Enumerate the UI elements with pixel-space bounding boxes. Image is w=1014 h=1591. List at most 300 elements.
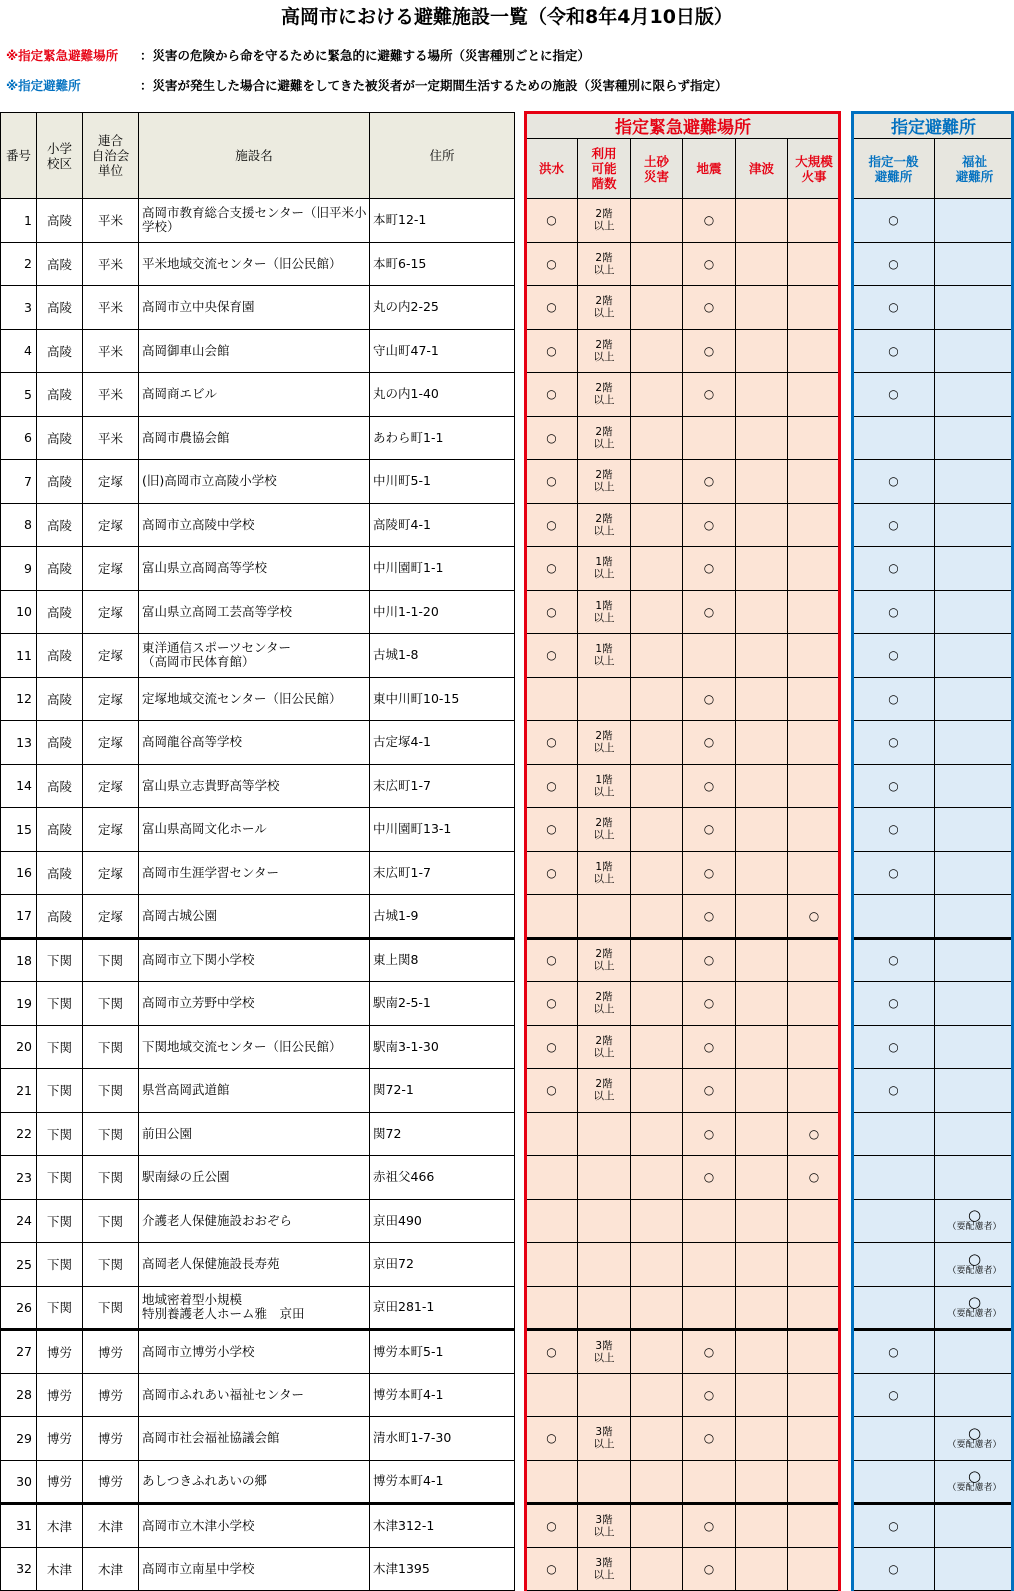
welfare-note: （要配慮者）	[947, 1439, 1002, 1450]
welfare-note: （要配慮者）	[947, 1308, 1002, 1319]
cell-floors	[578, 721, 631, 765]
cell-general: ○	[853, 634, 935, 678]
cell-address: 木津312-1	[370, 1504, 515, 1548]
cell-flood: ○	[526, 373, 578, 417]
table-row	[526, 677, 841, 721]
cell-association: 平米	[83, 286, 139, 330]
table-row	[526, 373, 841, 417]
table-row	[1, 460, 515, 504]
cell-school: 下関	[37, 1243, 83, 1287]
cell-school: 高陵	[37, 895, 83, 939]
cell-flood: ○	[526, 721, 578, 765]
cell-association: 定塚	[83, 590, 139, 634]
cell-no: 5	[1, 373, 37, 417]
cell-school: 高陵	[37, 808, 83, 852]
table-row	[853, 286, 1014, 330]
cell-welfare	[935, 460, 1014, 504]
cell-landslide	[631, 329, 683, 373]
cell-floors	[578, 1286, 631, 1330]
table-row	[1, 1373, 515, 1417]
table-row	[1, 547, 515, 591]
cell-general: ○	[853, 286, 935, 330]
cell-earthquake: ○	[683, 1069, 736, 1113]
cell-welfare	[935, 1156, 1014, 1200]
cell-no: 27	[1, 1330, 37, 1374]
cell-school: 博労	[37, 1417, 83, 1461]
cell-welfare	[935, 590, 1014, 634]
cell-fire	[788, 590, 841, 634]
welfare-note: （要配慮者）	[947, 1482, 1002, 1493]
cell-fire	[788, 982, 841, 1026]
table-row	[1, 1286, 515, 1330]
cell-fire	[788, 460, 841, 504]
floors-text: 2階 以上	[593, 338, 615, 363]
table-row	[1, 1025, 515, 1069]
cell-general: ○	[853, 503, 935, 547]
definition-shelter	[6, 76, 728, 94]
cell-landslide	[631, 416, 683, 460]
cell-school: 下関	[37, 982, 83, 1026]
welfare-mark: ○	[967, 1423, 982, 1442]
cell-earthquake: ○	[683, 242, 736, 286]
cell-facility: 高岡商エビル	[139, 373, 370, 417]
cell-landslide	[631, 1417, 683, 1461]
table-row	[853, 1547, 1014, 1591]
cell-address: 守山町47-1	[370, 329, 515, 373]
table-row	[853, 1199, 1014, 1243]
cell-fire	[788, 1286, 841, 1330]
cell-earthquake: ○	[683, 1504, 736, 1548]
cell-facility: 高岡市立中央保育園	[139, 286, 370, 330]
cell-flood: ○	[526, 503, 578, 547]
cell-tsunami	[736, 851, 788, 895]
cell-school: 高陵	[37, 503, 83, 547]
cell-general	[853, 1112, 935, 1156]
cell-general: ○	[853, 677, 935, 721]
cell-school: 下関	[37, 1025, 83, 1069]
cell-floors	[578, 1199, 631, 1243]
table-row	[1, 1112, 515, 1156]
cell-fire	[788, 1547, 841, 1591]
cell-floors	[578, 286, 631, 330]
cell-flood: ○	[526, 547, 578, 591]
floors-text: 2階 以上	[593, 251, 615, 276]
cell-fire	[788, 329, 841, 373]
cell-tsunami	[736, 1112, 788, 1156]
cell-facility: 平米地域交流センター（旧公民館）	[139, 242, 370, 286]
cell-no: 25	[1, 1243, 37, 1287]
cell-earthquake: ○	[683, 1330, 736, 1374]
table-row	[526, 416, 841, 460]
table-row	[853, 982, 1014, 1026]
table-row	[853, 851, 1014, 895]
table-row	[526, 503, 841, 547]
cell-school: 下関	[37, 1199, 83, 1243]
floors-text: 2階 以上	[593, 425, 615, 450]
cell-tsunami	[736, 286, 788, 330]
cell-no: 16	[1, 851, 37, 895]
table-row	[526, 1112, 841, 1156]
cell-fire	[788, 1504, 841, 1548]
cell-association: 平米	[83, 199, 139, 243]
header-earthquake: 地震	[683, 139, 736, 199]
cell-general: ○	[853, 1025, 935, 1069]
table-row	[526, 590, 841, 634]
table-row	[1, 1417, 515, 1461]
cell-flood	[526, 1199, 578, 1243]
cell-fire	[788, 242, 841, 286]
cell-association: 定塚	[83, 634, 139, 678]
cell-tsunami	[736, 460, 788, 504]
table-row	[1, 764, 515, 808]
header-facility: 施設名	[139, 113, 370, 199]
table-row	[526, 1460, 841, 1504]
cell-no: 28	[1, 1373, 37, 1417]
cell-no: 1	[1, 199, 37, 243]
cell-floors	[578, 1460, 631, 1504]
cell-general: ○	[853, 329, 935, 373]
cell-general	[853, 416, 935, 460]
cell-address: 本町6-15	[370, 242, 515, 286]
cell-tsunami	[736, 634, 788, 678]
table-row	[1, 895, 515, 939]
cell-flood: ○	[526, 1330, 578, 1374]
cell-general: ○	[853, 808, 935, 852]
cell-association: 定塚	[83, 808, 139, 852]
cell-floors	[578, 416, 631, 460]
table-row	[1, 242, 515, 286]
cell-welfare	[935, 677, 1014, 721]
table-row	[526, 938, 841, 982]
table-row	[526, 199, 841, 243]
cell-tsunami	[736, 416, 788, 460]
cell-school: 高陵	[37, 590, 83, 634]
cell-tsunami	[736, 329, 788, 373]
table-row	[1, 329, 515, 373]
table-row	[526, 1025, 841, 1069]
cell-association: 定塚	[83, 721, 139, 765]
cell-welfare	[935, 808, 1014, 852]
cell-facility: 下関地域交流センター（旧公民館）	[139, 1025, 370, 1069]
cell-fire	[788, 634, 841, 678]
table-row	[526, 1504, 841, 1548]
cell-fire	[788, 1069, 841, 1113]
floors-text: 1階 以上	[593, 599, 615, 624]
cell-address: 丸の内1-40	[370, 373, 515, 417]
header-school: 小学 校区	[37, 113, 83, 199]
table-row	[853, 1504, 1014, 1548]
cell-landslide	[631, 1069, 683, 1113]
cell-landslide	[631, 764, 683, 808]
cell-address: 京田72	[370, 1243, 515, 1287]
cell-earthquake: ○	[683, 503, 736, 547]
cell-general	[853, 895, 935, 939]
cell-facility: 高岡市生涯学習センター	[139, 851, 370, 895]
floors-text: 2階 以上	[593, 512, 615, 537]
cell-address: 博労本町4-1	[370, 1460, 515, 1504]
cell-floors	[578, 851, 631, 895]
table-row	[853, 199, 1014, 243]
cell-no: 4	[1, 329, 37, 373]
header-general: 指定一般 避難所	[853, 139, 935, 199]
table-row	[526, 286, 841, 330]
cell-facility: 地域密着型小規模 特別養護老人ホーム雅 京田	[139, 1286, 370, 1330]
table-row	[526, 764, 841, 808]
cell-address: 中川園町1-1	[370, 547, 515, 591]
cell-earthquake	[683, 1286, 736, 1330]
cell-facility: 高岡御車山会館	[139, 329, 370, 373]
cell-tsunami	[736, 721, 788, 765]
cell-tsunami	[736, 1330, 788, 1374]
table-row	[853, 677, 1014, 721]
cell-floors	[578, 460, 631, 504]
floors-text: 2階 以上	[593, 469, 615, 494]
cell-association: 平米	[83, 373, 139, 417]
cell-school: 高陵	[37, 721, 83, 765]
table-row	[1, 286, 515, 330]
cell-flood: ○	[526, 1504, 578, 1548]
page-title: 高岡市における避難施設一覧（令和8年4月10日版）	[281, 6, 733, 28]
cell-earthquake: ○	[683, 982, 736, 1026]
cell-flood: ○	[526, 416, 578, 460]
cell-floors	[578, 590, 631, 634]
cell-landslide	[631, 1330, 683, 1374]
cell-flood	[526, 1156, 578, 1200]
cell-address: 関72	[370, 1112, 515, 1156]
cell-earthquake	[683, 416, 736, 460]
cell-facility: 高岡市立下関小学校	[139, 938, 370, 982]
definition-desc: ：災害の危険から命を守るために緊急的に避難する場所（災害種別ごとに指定）	[140, 48, 591, 63]
cell-facility: 高岡市教育総合支援センター（旧平米小学校）	[139, 199, 370, 243]
cell-tsunami	[736, 1243, 788, 1287]
table-row	[1, 1547, 515, 1591]
welfare-note: （要配慮者）	[947, 1265, 1002, 1276]
cell-flood: ○	[526, 590, 578, 634]
cell-tsunami	[736, 1373, 788, 1417]
cell-landslide	[631, 503, 683, 547]
cell-facility: 高岡市立木津小学校	[139, 1504, 370, 1548]
cell-facility: 県営高岡武道館	[139, 1069, 370, 1113]
table-row	[1, 1243, 515, 1287]
cell-landslide	[631, 1156, 683, 1200]
cell-association: 下関	[83, 938, 139, 982]
cell-fire	[788, 199, 841, 243]
cell-no: 6	[1, 416, 37, 460]
cell-general: ○	[853, 1373, 935, 1417]
cell-facility: 高岡市立南星中学校	[139, 1547, 370, 1591]
cell-flood: ○	[526, 286, 578, 330]
cell-flood	[526, 1373, 578, 1417]
table-row	[853, 1286, 1014, 1330]
cell-tsunami	[736, 982, 788, 1026]
cell-address: 古城1-8	[370, 634, 515, 678]
cell-floors	[578, 1025, 631, 1069]
welfare-note: （要配慮者）	[947, 1222, 1002, 1233]
cell-general: ○	[853, 460, 935, 504]
table-row	[1, 1504, 515, 1548]
floors-text: 3階 以上	[593, 1556, 615, 1581]
table-row	[526, 1417, 841, 1461]
cell-association: 博労	[83, 1417, 139, 1461]
cell-school: 下関	[37, 1286, 83, 1330]
cell-floors	[578, 764, 631, 808]
cell-school: 博労	[37, 1460, 83, 1504]
cell-tsunami	[736, 1069, 788, 1113]
cell-landslide	[631, 808, 683, 852]
cell-no: 9	[1, 547, 37, 591]
definition-desc: ：災害が発生した場合に避難をしてきた被災者が一定期間生活するための施設（災害種別に限らず指定）	[140, 78, 728, 93]
cell-association: 下関	[83, 1286, 139, 1330]
cell-association: 定塚	[83, 895, 139, 939]
cell-no: 30	[1, 1460, 37, 1504]
cell-landslide	[631, 199, 683, 243]
cell-welfare	[935, 1460, 1014, 1504]
cell-earthquake	[683, 1243, 736, 1287]
cell-welfare	[935, 373, 1014, 417]
cell-no: 32	[1, 1547, 37, 1591]
table-row	[1, 1330, 515, 1374]
floors-text: 2階 以上	[593, 208, 615, 233]
cell-association: 下関	[83, 1069, 139, 1113]
table-row	[526, 1156, 841, 1200]
cell-general: ○	[853, 199, 935, 243]
cell-tsunami	[736, 938, 788, 982]
cell-fire	[788, 1417, 841, 1461]
cell-address: 博労本町5-1	[370, 1330, 515, 1374]
cell-flood	[526, 1112, 578, 1156]
cell-no: 15	[1, 808, 37, 852]
cell-landslide	[631, 721, 683, 765]
cell-facility: 駅南緑の丘公園	[139, 1156, 370, 1200]
cell-general	[853, 1460, 935, 1504]
table-row	[853, 808, 1014, 852]
table-row	[526, 1547, 841, 1591]
cell-general: ○	[853, 1069, 935, 1113]
cell-flood: ○	[526, 808, 578, 852]
table-row	[526, 242, 841, 286]
table-row	[526, 460, 841, 504]
cell-school: 高陵	[37, 199, 83, 243]
cell-earthquake: ○	[683, 721, 736, 765]
cell-flood: ○	[526, 851, 578, 895]
cell-landslide	[631, 938, 683, 982]
cell-welfare	[935, 1069, 1014, 1113]
cell-welfare	[935, 1417, 1014, 1461]
table-row	[853, 1330, 1014, 1374]
table-row	[1, 416, 515, 460]
cell-association: 平米	[83, 242, 139, 286]
cell-association: 下関	[83, 1025, 139, 1069]
cell-earthquake	[683, 1199, 736, 1243]
cell-tsunami	[736, 895, 788, 939]
cell-address: 高陵町4-1	[370, 503, 515, 547]
cell-floors	[578, 503, 631, 547]
cell-association: 博労	[83, 1373, 139, 1417]
cell-fire	[788, 808, 841, 852]
cell-floors	[578, 199, 631, 243]
cell-floors	[578, 1069, 631, 1113]
cell-tsunami	[736, 1504, 788, 1548]
cell-fire	[788, 373, 841, 417]
cell-earthquake: ○	[683, 1417, 736, 1461]
cell-address: 東中川町10-15	[370, 677, 515, 721]
cell-floors	[578, 373, 631, 417]
cell-welfare	[935, 634, 1014, 678]
cell-fire: ○	[788, 895, 841, 939]
cell-facility: 定塚地域交流センター（旧公民館）	[139, 677, 370, 721]
table-row	[1, 1069, 515, 1113]
cell-fire: ○	[788, 1112, 841, 1156]
cell-welfare	[935, 764, 1014, 808]
definition-term: ※指定緊急避難場所	[6, 48, 119, 63]
cell-landslide	[631, 1547, 683, 1591]
cell-flood: ○	[526, 242, 578, 286]
cell-landslide	[631, 1460, 683, 1504]
cell-earthquake: ○	[683, 199, 736, 243]
cell-school: 木津	[37, 1504, 83, 1548]
cell-welfare	[935, 1112, 1014, 1156]
cell-flood	[526, 1286, 578, 1330]
cell-tsunami	[736, 1417, 788, 1461]
table-row	[853, 373, 1014, 417]
cell-facility: 高岡市社会福祉協議会館	[139, 1417, 370, 1461]
cell-welfare	[935, 416, 1014, 460]
cell-welfare	[935, 1547, 1014, 1591]
cell-landslide	[631, 677, 683, 721]
cell-address: 丸の内2-25	[370, 286, 515, 330]
table-row	[853, 1025, 1014, 1069]
cell-fire	[788, 503, 841, 547]
cell-general: ○	[853, 373, 935, 417]
cell-tsunami	[736, 1156, 788, 1200]
cell-fire	[788, 1330, 841, 1374]
table-row	[853, 547, 1014, 591]
floors-text: 2階 以上	[593, 1034, 615, 1059]
cell-flood: ○	[526, 329, 578, 373]
cell-welfare	[935, 1373, 1014, 1417]
table-row	[1, 851, 515, 895]
cell-general: ○	[853, 982, 935, 1026]
cell-facility: 高岡市ふれあい福祉センター	[139, 1373, 370, 1417]
cell-flood: ○	[526, 1547, 578, 1591]
cell-landslide	[631, 1504, 683, 1548]
cell-earthquake: ○	[683, 1156, 736, 1200]
cell-floors	[578, 895, 631, 939]
header-address: 住所	[370, 113, 515, 199]
cell-facility: 富山県立高岡高等学校	[139, 547, 370, 591]
welfare-mark: ○	[967, 1292, 982, 1311]
floors-text: 2階 以上	[593, 817, 615, 842]
cell-tsunami	[736, 677, 788, 721]
table-row	[526, 808, 841, 852]
floors-text: 2階 以上	[593, 1078, 615, 1103]
cell-tsunami	[736, 547, 788, 591]
cell-flood: ○	[526, 1417, 578, 1461]
cell-no: 29	[1, 1417, 37, 1461]
cell-landslide	[631, 286, 683, 330]
cell-association: 定塚	[83, 503, 139, 547]
cell-address: 木津1395	[370, 1547, 515, 1591]
cell-tsunami	[736, 764, 788, 808]
table-row	[1, 199, 515, 243]
cell-association: 博労	[83, 1330, 139, 1374]
cell-welfare	[935, 851, 1014, 895]
cell-association: 博労	[83, 1460, 139, 1504]
cell-fire	[788, 851, 841, 895]
table-row	[853, 460, 1014, 504]
cell-school: 木津	[37, 1547, 83, 1591]
cell-facility: あしつきふれあいの郷	[139, 1460, 370, 1504]
